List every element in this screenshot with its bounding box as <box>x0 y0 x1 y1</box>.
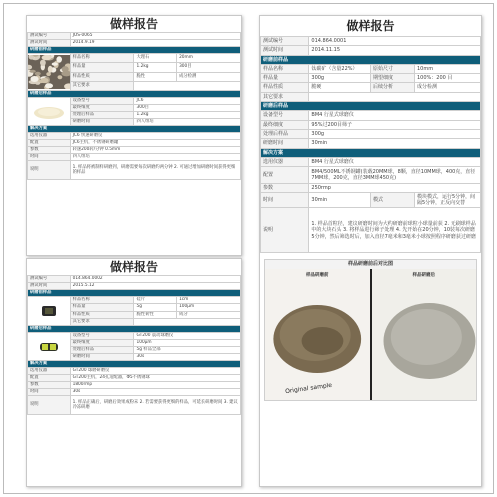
value-time: 四人组培 <box>70 154 240 161</box>
label-test-date: 测试时间 <box>261 46 309 55</box>
value-config: JC6主机，不锈钢研磨罐 <box>70 140 240 147</box>
gray-powder-sample-image <box>372 269 477 400</box>
label-analysis: 后续分析 <box>370 83 414 92</box>
value-notes: 1. 样品正确后，研磨后效果成粉末 2. 若需要获得更细的样品，可延长研磨时间 3. 建议冷冻研磨 <box>70 396 240 415</box>
silicon-sample-image <box>28 297 70 325</box>
value-amount: 5g <box>134 304 177 311</box>
label-config: 配置 <box>261 167 309 184</box>
before-photo-label: 样品研磨前 <box>306 273 329 279</box>
value-instrument: GT200 球磨研磨仪 <box>70 368 240 375</box>
section-after: 研磨后样品 <box>28 91 241 98</box>
after-photo <box>372 269 477 400</box>
label-grind-time: 研磨时间 <box>261 139 309 148</box>
value-grind-time: 30s <box>134 354 241 361</box>
value-config: GT200主机，24孔适配器，Φ5不锈钢球 <box>70 375 240 382</box>
value-test-id: JOS-0065 <box>70 33 240 40</box>
label-amount: 样品量 <box>70 304 134 311</box>
value-params: 1800rmp <box>70 382 240 389</box>
report-card-b <box>26 258 242 487</box>
section-solution: 解决方案 <box>261 148 481 157</box>
value-device: JC6 <box>134 98 241 105</box>
value-other <box>134 318 241 325</box>
label-processed: 处理后样品 <box>70 347 134 354</box>
label-params: 参数 <box>28 382 71 389</box>
report-title: 做样报告 <box>109 260 158 274</box>
value-device: GT200 震动球磨仪 <box>134 333 241 340</box>
pebble <box>40 78 49 83</box>
section-solution: 解决方案 <box>28 361 241 368</box>
label-sample-name: 样品名称 <box>70 54 134 63</box>
label-grind-time: 研磨时间 <box>70 354 134 361</box>
pebble-sample-image <box>28 55 70 89</box>
value-other <box>134 81 241 90</box>
label-time: 时间 <box>261 193 309 208</box>
section-before: 研磨前样品 <box>261 55 481 64</box>
value-instrument: JC6 快速研磨仪 <box>70 133 240 140</box>
value-time: 30min <box>309 193 371 208</box>
report-table <box>260 36 481 253</box>
value-grind-time: 30min <box>309 139 481 148</box>
pebble <box>35 82 40 85</box>
value-config: BM4/500ML不锈钢罐(装载20MM球，8颗，直径10MM球，400克，直径7MM球，200克，直径3MM球450克) <box>309 167 481 184</box>
value-instrument: BM4 行星式球磨仪 <box>309 157 481 166</box>
value-test-id: 014.864.0001 <box>309 37 481 46</box>
section-after: 研磨后样品 <box>28 326 241 333</box>
pebble <box>29 70 35 73</box>
value-fineness: 100μm <box>177 304 241 311</box>
value-notes: 1. 样品首粒径，建议研磨时间为大约研磨前球粒小球量前获 2. 无刷球样品中的大块石头 3. 将样品进行筛子处理 4. 先开始在20分钟，10装每次研磨5分钟，然后筛选时后，加入直径7毫米和3毫米小球按照程序研磨获过研磨 <box>309 208 481 253</box>
label-test-date: 测试时间 <box>28 40 71 47</box>
report-table <box>27 32 241 180</box>
label-origin-size: 原始尺寸 <box>370 64 414 73</box>
label-time: 时间 <box>28 389 71 396</box>
section-before: 研磨前样品 <box>28 290 241 297</box>
label-test-id: 测试编号 <box>261 37 309 46</box>
value-final-fineness: 100μm <box>134 340 241 347</box>
powder-photo-cell <box>28 333 71 361</box>
value-origin-size: 20mm <box>177 54 241 63</box>
label-time: 时间 <box>28 154 71 161</box>
label-grind-time: 研磨时间 <box>70 119 134 126</box>
label-final-fineness: 最终细度 <box>70 340 134 347</box>
value-test-date: 2014.11.15 <box>309 46 481 55</box>
before-photo <box>265 269 372 400</box>
value-origin-size: 10mm <box>414 64 480 73</box>
label-device: 设备型号 <box>70 98 134 105</box>
value-other <box>309 92 481 101</box>
label-device: 设备型号 <box>261 111 309 120</box>
pebble <box>35 72 41 76</box>
value-device: BM4 行星式球磨仪 <box>309 111 481 120</box>
label-notes: 说明 <box>261 208 309 253</box>
label-property: 样品性质 <box>70 72 134 81</box>
section-solution: 解决方案 <box>28 126 241 133</box>
label-params: 参数 <box>28 147 71 154</box>
value-mode: 模块模式，运行5分钟，间隔5分钟，正反向交替 <box>414 193 480 208</box>
label-device: 设备型号 <box>70 333 134 340</box>
value-sample-name: 大理石 <box>134 54 177 63</box>
pebble <box>30 76 38 82</box>
photo-comparison-panel <box>264 259 477 401</box>
value-final-fineness: 300目 <box>134 105 241 112</box>
brown-ore-sample-image <box>265 269 370 400</box>
value-amount: 300g <box>309 74 371 83</box>
value-processed: 300g <box>309 129 481 138</box>
section-after: 研磨后样品 <box>261 102 481 111</box>
value-processed: 5g 样品全部 <box>134 347 241 354</box>
value-notes: 1. 样品将被制样研磨到，研磨需要每次研磨约两分钟 2. 可通过增加研磨时间获得更细的样品 <box>70 161 240 180</box>
label-config: 配置 <box>28 140 71 147</box>
value-property: 脆性韧性 <box>134 311 177 318</box>
photo-comparison-title: 样品研磨前后对比图 <box>265 260 476 269</box>
value-property: 脆性 <box>134 72 177 81</box>
label-amount: 样品量 <box>261 74 309 83</box>
label-processed: 处理后样品 <box>70 112 134 119</box>
powder-photo-cell <box>28 98 71 126</box>
value-analysis: 成分检测 <box>414 83 480 92</box>
label-final-fineness: 最终细度 <box>261 120 309 129</box>
pebble <box>29 55 34 59</box>
label-sample-name: 样品名称 <box>261 64 309 73</box>
value-property: 脆硬 <box>309 83 371 92</box>
label-config: 配置 <box>28 375 71 382</box>
pebble <box>56 56 62 62</box>
value-analysis: 成分检测 <box>177 72 241 81</box>
label-other: 其它要求 <box>70 81 134 90</box>
label-test-id: 测试编号 <box>28 276 71 283</box>
value-params: 转速200转/分钟 0.5mm <box>70 147 240 154</box>
value-analysis: 成分 <box>177 311 241 318</box>
value-origin-size: 1cm <box>177 297 241 304</box>
label-instrument: 选用仪器 <box>28 133 71 140</box>
label-processed: 处理后样品 <box>261 129 309 138</box>
report-card-c <box>259 15 482 487</box>
value-test-id: 014.864.0002 <box>70 276 240 283</box>
value-fineness: 300目 <box>177 63 241 72</box>
label-notes: 说明 <box>28 161 71 180</box>
sample-photo-cell <box>28 297 71 326</box>
report-title: 做样报告 <box>109 17 158 31</box>
value-sample-name: 钛碳矿（含量22%） <box>309 64 371 73</box>
value-test-date: 2014.9.19 <box>70 40 240 47</box>
section-before: 研磨前样品 <box>28 47 241 54</box>
label-amount: 样品量 <box>70 63 134 72</box>
report-title: 做样报告 <box>346 19 395 33</box>
pebble <box>58 75 63 79</box>
before-photo-caption: Original sample <box>284 382 333 396</box>
value-processed: 1.2kg <box>134 112 241 119</box>
label-property: 样品性质 <box>70 311 134 318</box>
pebble <box>40 60 46 66</box>
value-sample-name: 硅片 <box>134 297 177 304</box>
pebble <box>42 55 52 60</box>
powder-sample-image <box>28 100 70 124</box>
after-photo-label: 样品研磨后 <box>412 273 435 279</box>
label-other: 其它要求 <box>70 318 134 325</box>
vial-sample-image <box>28 334 70 360</box>
label-sample-name: 样品名称 <box>70 297 134 304</box>
value-fineness: 100%：200 目 <box>414 74 480 83</box>
report-card-a <box>26 15 242 256</box>
pebble <box>45 83 53 88</box>
label-instrument: 选用仪器 <box>28 368 71 375</box>
value-amount: 1.2kg <box>134 63 177 72</box>
sample-photo-cell <box>28 54 71 91</box>
label-instrument: 选用仪器 <box>261 157 309 166</box>
value-time: 30s <box>70 389 240 396</box>
label-property: 样品性质 <box>261 83 309 92</box>
pebble <box>52 62 58 65</box>
label-other: 其它要求 <box>261 92 309 101</box>
label-notes: 说明 <box>28 396 71 415</box>
label-params: 参数 <box>261 184 309 193</box>
report-table <box>27 275 241 415</box>
label-mode: 模式 <box>370 193 414 208</box>
label-test-id: 测试编号 <box>28 33 71 40</box>
value-test-date: 2015.5.12 <box>70 283 240 290</box>
label-fineness: 期望细度 <box>370 74 414 83</box>
pebble <box>48 66 53 73</box>
label-final-fineness: 最终细度 <box>70 105 134 112</box>
value-grind-time: 四人组培 <box>134 119 241 126</box>
value-params: 250rmp <box>309 184 481 193</box>
value-final-fineness: 95%过200目筛子 <box>309 120 481 129</box>
label-test-date: 测试时间 <box>28 283 71 290</box>
